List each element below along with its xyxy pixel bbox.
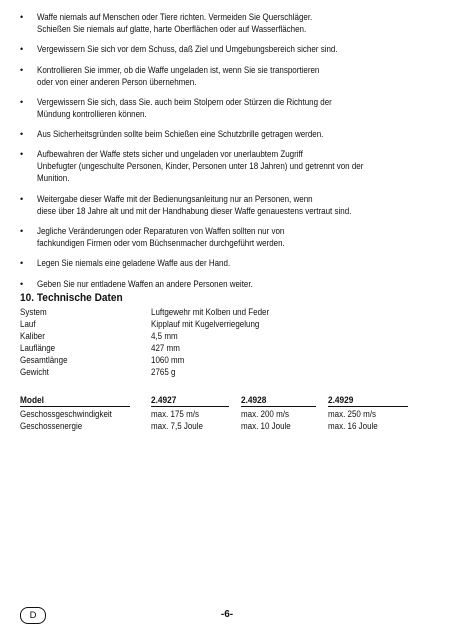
- bullet-item: [20, 148, 440, 184]
- spec-value: Kipplauf mit Kugelverriegelung: [151, 319, 260, 329]
- bullet-symbol: •: [20, 44, 24, 55]
- bullet-text: Weitergabe dieser Waffe mit der Bedienungsanleitung nur an Personen, wenn: [37, 193, 313, 204]
- spec-row: [20, 366, 440, 378]
- bullet-text: Kontrollieren Sie immer, ob die Waffe ungeladen ist, wenn Sie sie transportieren: [37, 64, 320, 75]
- spec-row: [20, 354, 440, 366]
- model-cell: max. 200 m/s: [241, 409, 289, 419]
- bullet-text: Geben Sie nur entladene Waffen an andere Personen weiter.: [37, 278, 253, 289]
- header-underline: [241, 406, 316, 407]
- spec-label: Lauf: [20, 319, 36, 329]
- header-underline: [151, 406, 229, 407]
- spec-value: Luftgewehr mit Kolben und Feder: [151, 307, 270, 317]
- page-number: -6-: [220, 609, 234, 620]
- bullet-symbol: •: [20, 193, 24, 204]
- bullet-symbol: •: [20, 278, 24, 289]
- bullet-symbol: •: [20, 12, 24, 22]
- bullet-text: Waffe niemals auf Menschen oder Tiere richten. Vermeiden Sie Querschläger.: [37, 12, 313, 22]
- bullet-item: [20, 193, 440, 217]
- bullet-text: Legen Sie niemals eine geladene Waffe aus der Hand.: [37, 258, 231, 269]
- spec-label: System: [20, 307, 47, 317]
- bullet-text: oder von einer anderen Person übernehmen.: [37, 76, 197, 87]
- spec-table: [20, 306, 440, 378]
- model-header-cell: 2.4928: [241, 395, 267, 405]
- header-underline: [20, 406, 130, 407]
- language-badge: D: [20, 607, 46, 624]
- spec-value: 2765 g: [151, 367, 176, 377]
- bullet-text: diese über 18 Jahre alt und mit der Handhabung dieser Waffe genauestens vertraut sind.: [37, 205, 352, 216]
- model-header-row: [20, 394, 440, 408]
- bullet-item: [20, 257, 440, 269]
- model-header-cell: 2.4929: [328, 395, 354, 405]
- spec-label: Gesamtlänge: [20, 355, 68, 365]
- spec-row: [20, 342, 440, 354]
- spec-row: [20, 330, 440, 342]
- bullet-text: Mündung kontrollieren können.: [37, 108, 147, 119]
- bullet-symbol: •: [20, 64, 24, 75]
- bullet-symbol: •: [20, 96, 24, 107]
- bullet-text: Aus Sicherheitsgründen sollte beim Schießen eine Schutzbrille getragen werden.: [37, 129, 324, 140]
- bullet-item: [20, 11, 440, 35]
- model-table: [20, 394, 440, 432]
- spec-row: [20, 318, 440, 330]
- spec-label: Gewicht: [20, 367, 49, 377]
- bullet-text: Vergewissern Sie sich vor dem Schuss, daß Ziel und Umgebungsbereich sicher sind.: [37, 44, 338, 55]
- bullet-text: Jegliche Veränderungen oder Reparaturen von Waffen sollten nur von: [37, 226, 285, 237]
- bullet-text: Unbefugter (ungeschulte Personen, Kinder, Personen unter 18 Jahren) und getrennt von der: [37, 161, 364, 172]
- bullet-item: [20, 225, 440, 249]
- model-cell: max. 7,5 Joule: [151, 421, 203, 431]
- header-underline: [328, 406, 408, 407]
- safety-bullet-list: [20, 11, 440, 298]
- model-cell: Geschossgeschwindigkeit: [20, 409, 112, 419]
- model-row: [20, 420, 440, 432]
- model-header-cell: Model: [20, 395, 44, 405]
- model-header-cell: 2.4927: [151, 395, 177, 405]
- spec-label: Kaliber: [20, 331, 45, 341]
- spec-label: Lauflänge: [20, 343, 56, 353]
- model-cell: max. 175 m/s: [151, 409, 199, 419]
- spec-value: 427 mm: [151, 343, 180, 353]
- spec-row: [20, 306, 440, 318]
- spec-value: 4,5 mm: [151, 331, 178, 341]
- bullet-item: [20, 278, 440, 290]
- bullet-text: Vergewissern Sie sich, dass Sie. auch beim Stolpern oder Stürzen die Richtung der: [37, 96, 332, 107]
- model-cell: max. 10 Joule: [241, 421, 291, 431]
- bullet-item: [20, 64, 440, 88]
- model-row: [20, 408, 440, 420]
- bullet-text: Munition.: [37, 173, 70, 184]
- bullet-symbol: •: [20, 129, 24, 140]
- section-title: 10. Technische Daten: [20, 292, 123, 304]
- model-cell: Geschossenergie: [20, 421, 83, 431]
- bullet-symbol: •: [20, 149, 24, 160]
- bullet-text: Aufbewahren der Waffe stets sicher und ungeladen vor unerlaubtem Zugriff: [37, 149, 303, 160]
- spec-value: 1060 mm: [151, 355, 185, 365]
- bullet-item: [20, 43, 440, 55]
- bullet-symbol: •: [20, 258, 24, 269]
- bullet-item: [20, 128, 440, 140]
- bullet-text: fachkundigen Firmen oder vom Büchsenmacher durchgeführt werden.: [37, 238, 285, 249]
- bullet-symbol: •: [20, 226, 24, 237]
- model-cell: max. 250 m/s: [328, 409, 376, 419]
- bullet-text: Schießen Sie niemals auf glatte, harte Oberflächen oder auf Wasserflächen.: [37, 24, 307, 34]
- bullet-item: [20, 96, 440, 120]
- model-cell: max. 16 Joule: [328, 421, 378, 431]
